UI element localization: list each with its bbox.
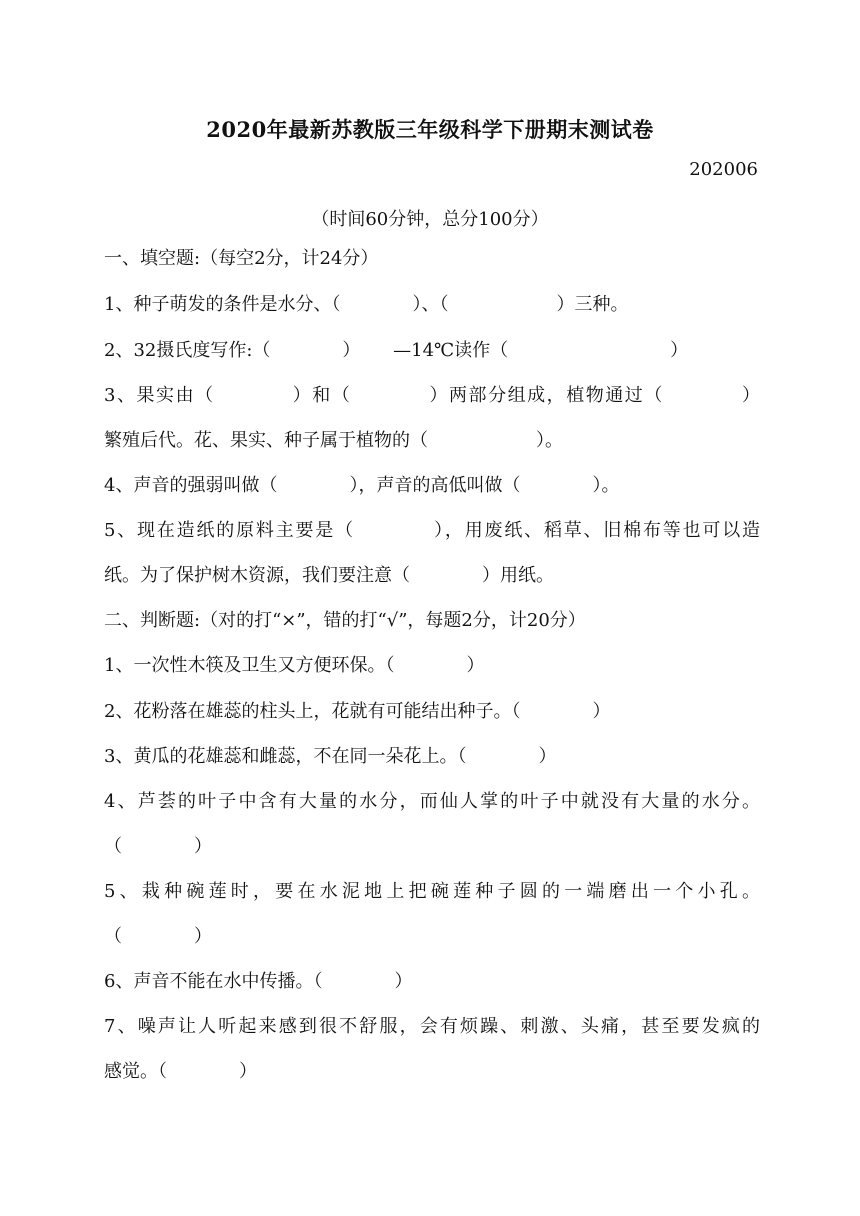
true-false-question-4-answer: （ ）	[104, 836, 212, 857]
exam-duration-score: （时间60分钟，总分100分）	[311, 209, 549, 230]
document-date: 202006	[689, 159, 758, 180]
fill-blank-question-5: 5、现在造纸的原料主要是（ ），用废纸、稻草、旧棉布等也可以造	[104, 520, 760, 541]
page-title: 2020年最新苏教版三年级科学下册期末测试卷	[206, 117, 654, 142]
true-false-question-7: 7、噪声让人听起来感到很不舒服，会有烦躁、刺激、头痛，甚至要发疯的	[104, 1016, 760, 1037]
fill-blank-question-5-continued: 纸。为了保护树木资源，我们要注意（ ）用纸。	[104, 565, 554, 586]
fill-blank-question-4: 4、声音的强弱叫做（ ），声音的高低叫做（ ）。	[104, 475, 620, 496]
true-false-question-1: 1、一次性木筷及卫生又方便环保。（ ）	[104, 655, 485, 676]
true-false-question-6: 6、声音不能在水中传播。（ ）	[104, 971, 413, 992]
true-false-question-5-answer: （ ）	[104, 926, 212, 947]
fill-blank-question-2: 2、32摄氏度写作:（ ） —14℃读作（ ）	[104, 340, 689, 361]
true-false-question-7-continued: 感觉。（ ）	[104, 1061, 257, 1082]
true-false-question-3: 3、黄瓜的花雄蕊和雌蕊，不在同一朵花上。（ ）	[104, 746, 557, 767]
section-heading-fill-blank: 一、填空题:（每空2分，计24分）	[104, 248, 379, 269]
section-heading-true-false: 二、判断题:（对的打“×”，错的打“√”，每题2分，计20分）	[104, 610, 586, 631]
true-false-question-2: 2、花粉落在雄蕊的柱头上，花就有可能结出种子。（ ）	[104, 701, 611, 722]
true-false-question-4: 4、芦荟的叶子中含有大量的水分，而仙人掌的叶子中就没有大量的水分。	[104, 791, 760, 812]
fill-blank-question-1: 1、种子萌发的条件是水分、（ ）、（ ）三种。	[104, 294, 629, 315]
fill-blank-question-3-continued: 繁殖后代。花、果实、种子属于植物的（ ）。	[104, 430, 563, 451]
true-false-question-5: 5、栽种碗莲时，要在水泥地上把碗莲种子圆的一端磨出一个小孔。	[104, 881, 760, 902]
fill-blank-question-3: 3、果实由（ ）和（ ）两部分组成，植物通过（ ）	[104, 385, 760, 406]
